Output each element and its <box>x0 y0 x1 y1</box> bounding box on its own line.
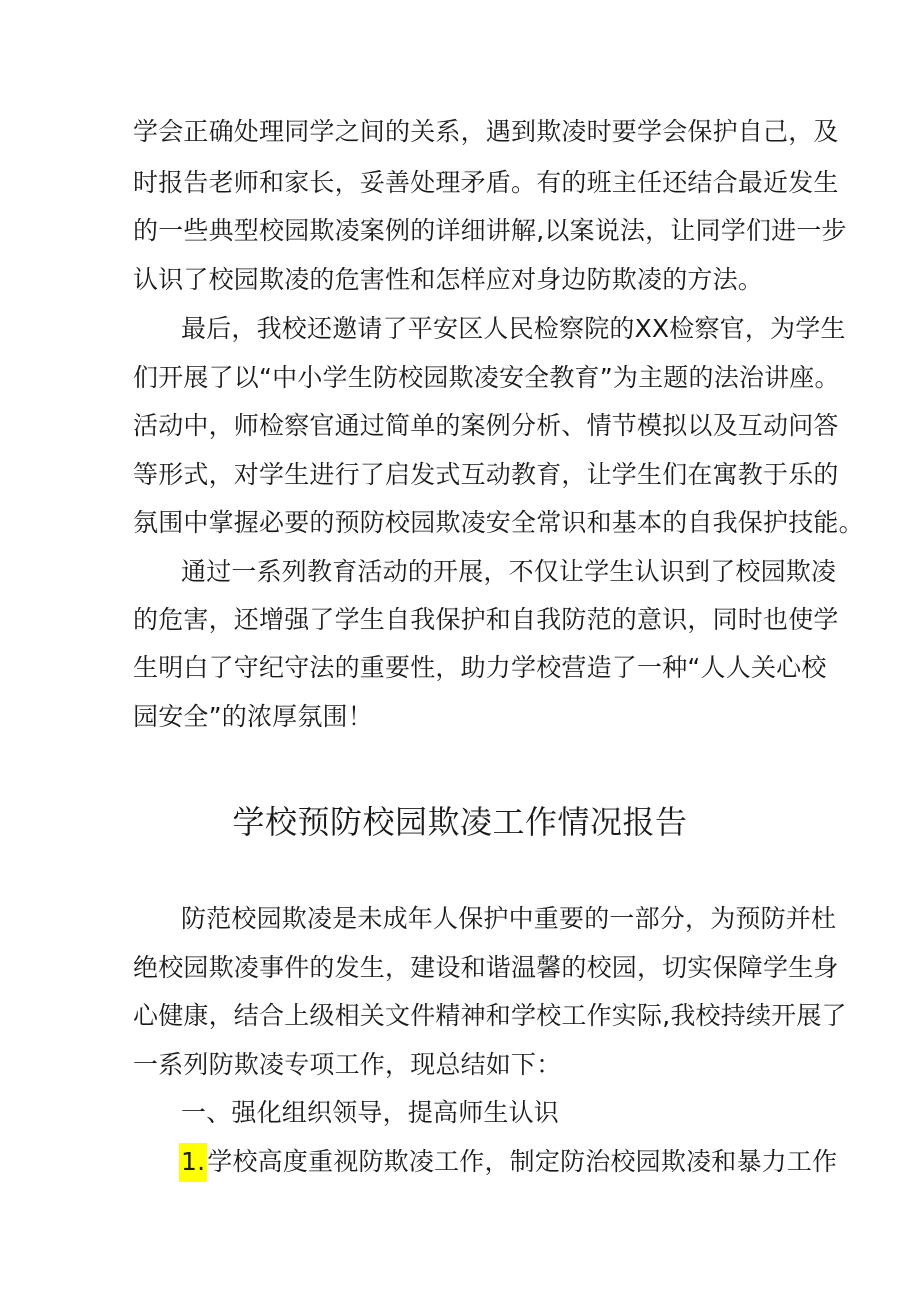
paragraph-line: 们开展了以“中小学生防校园欺凌安全教育”为主题的法治讲座。 <box>133 363 840 392</box>
paragraph-line: 通过一系列教育活动的开展，不仅让学生认识到了校园欺凌 <box>181 557 837 586</box>
numbered-item <box>179 1146 838 1178</box>
paragraph-line: 活动中，师检察官通过简单的案例分析、情节模拟以及互动问答 <box>133 411 839 440</box>
paragraph-line: 氛围中掌握必要的预防校园欺凌安全常识和基本的自我保护技能。 <box>133 508 864 537</box>
paragraph-line: 的危害，还增强了学生自我保护和自我防范的意识，同时也使学 <box>133 605 839 634</box>
item-number-highlight: 1. <box>179 1143 207 1182</box>
paragraph-line: 时报告老师和家长，妥善处理矛盾。有的班主任还结合最近发生 <box>133 168 839 197</box>
paragraph-line: 的一些典型校园欺凌案例的详细讲解,以案说法，让同学们进一步 <box>133 216 847 245</box>
paragraph-line: 绝校园欺凌事件的发生，建设和谐温馨的校园，切实保障学生身 <box>133 953 839 982</box>
paragraph-line: 心健康，结合上级相关文件精神和学校工作实际,我校持续开展了 <box>133 1001 847 1030</box>
section-heading: 一、强化组织领导，提高师生认识 <box>181 1098 560 1127</box>
paragraph-line: 等形式，对学生进行了启发式互动教育，让学生们在寓教于乐的 <box>133 460 839 489</box>
paragraph-line: 学会正确处理同学之间的关系，遇到欺凌时要学会保护自己，及 <box>133 117 839 146</box>
paragraph-line: 一系列防欺凌专项工作，现总结如下： <box>133 1050 562 1079</box>
paragraph-line: 认识了校园欺凌的危害性和怎样应对身边防欺凌的方法。 <box>133 265 764 294</box>
item-text: 学校高度重视防欺凌工作，制定防治校园欺凌和暴力工作 <box>207 1147 838 1176</box>
paragraph-line: 生明白了守纪守法的重要性，助力学校营造了一种“人人关心校 <box>133 653 827 682</box>
paragraph-line: 防范校园欺凌是未成年人保护中重要的一部分，为预防并杜 <box>181 904 837 933</box>
report-title: 学校预防校园欺凌工作情况报告 <box>232 803 688 841</box>
paragraph-line: 园安全”的浓厚氛围！ <box>133 702 373 731</box>
paragraph-line: 最后，我校还邀请了平安区人民检察院的XX检察官，为学生 <box>181 314 846 343</box>
